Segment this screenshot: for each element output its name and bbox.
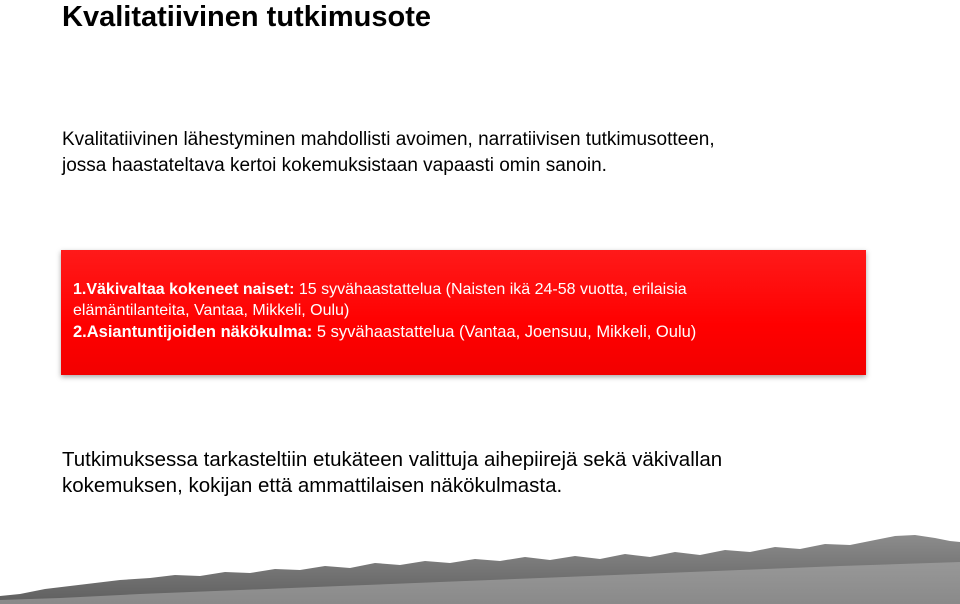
- slide-title: Kvalitatiivinen tutkimusote: [62, 1, 432, 33]
- highlight-box: [61, 250, 866, 375]
- list-item-text: 5 syvähaastattelua (Vantaa, Joensuu, Mikkeli, Oulu): [312, 323, 697, 341]
- list-item-heading: 1.Väkivaltaa kokeneet naiset:: [73, 281, 295, 298]
- list-item-text: 15 syvähaastattelua (Naisten ikä 24-58 vuotta, erilaisia: [294, 281, 687, 298]
- list-item-continuation: elämäntilanteita, Vantaa, Mikkeli, Oulu): [73, 302, 350, 319]
- mountain-silhouette: [0, 514, 960, 604]
- list-item: [73, 279, 866, 300]
- list-item: [73, 322, 866, 343]
- intro-paragraph: Kvalitatiivinen lähestyminen mahdollisti avoimen, narratiivisen tutkimusotteen, jossa haastateltava kertoi kokemuksistaan vapaasti omin sanoin.: [62, 129, 715, 176]
- list-item-heading: 2.Asiantuntijoiden näkökulma:: [73, 323, 313, 341]
- bottom-paragraph: Tutkimuksessa tarkasteltiin etukäteen valittuja aihepiirejä sekä väkivallan kokemuksen, kokijan että ammattilaisen näkökulmasta.: [62, 448, 723, 497]
